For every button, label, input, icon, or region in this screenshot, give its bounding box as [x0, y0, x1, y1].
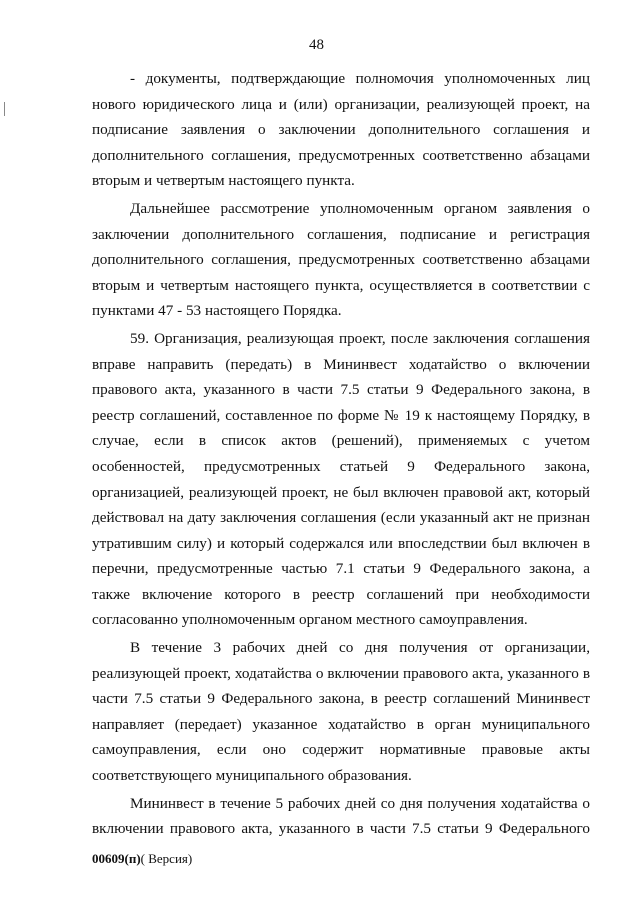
- footer-document-code: [92, 851, 192, 867]
- footer-code: 00609(п): [92, 851, 141, 866]
- document-body: [92, 66, 590, 844]
- paragraph-documents: - документы, подтверждающие полномочия уполномоченных лиц нового юридического лица и (или) организации, реализующей проект, на подписание заявления о заключении дополнительного соглашения и дополнительного соглашения, предусмотренных соответственно абзацами вторым и четвертым настоящего пункта.: [92, 70, 590, 190]
- paragraph-five-days: Мининвест в течение 5 рабочих дней со дня получения ходатайства о включении правового акта, указанного в части 7.5 статьи 9 Федерального: [92, 794, 590, 838]
- margin-mark: [4, 102, 5, 116]
- footer-version: ( Версия): [140, 851, 193, 866]
- paragraph-item-59: 59. Организация, реализующая проект, после заключения соглашения вправе направить (передать) в Мининвест ходатайство о включении правового акта, указанного в части 7.5 статьи 9 Федерального закона, в реестр соглашений, составленное по форме № 19 к настоящему Порядку, в случае, если в список актов (решений), применяемых с учетом особенностей, предусмотренных статьей 9 Федерального закона, организацией, реализующей проект, не был включен правовой акт, который действовал на дату заключения соглашения (если указанный акт не признан утратившим силу) и который содержался или впоследствии был включен в перечни, предусмотренные частью 7.1 статьи 9 Федерального закона, а также включение которого в реестр соглашений при необходимости согласованно уполномоченным органом местного самоуправления.: [92, 329, 590, 629]
- page-number: 48: [309, 37, 324, 53]
- paragraph-further-review: Дальнейшее рассмотрение уполномоченным органом заявления о заключении дополнительного соглашения, подписание и регистрация дополнительного соглашения, предусмотренных соответственно абзацами вторым и четвертым настоящего пункта, осуществляется в соответствии с пунктами 47 - 53 настоящего Порядка.: [92, 199, 590, 320]
- paragraph-three-days: В течение 3 рабочих дней со дня получения от организации, реализующей проект, ходатайства о включении правового акта, указанного в части 7.5 статьи 9 Федерального закона, в реестр соглашений Мининвест направляет (передает) указанное ходатайство в орган муниципального самоуправления, если оно содержит нормативные правовые акты соответствующего муниципального образования.: [92, 639, 590, 785]
